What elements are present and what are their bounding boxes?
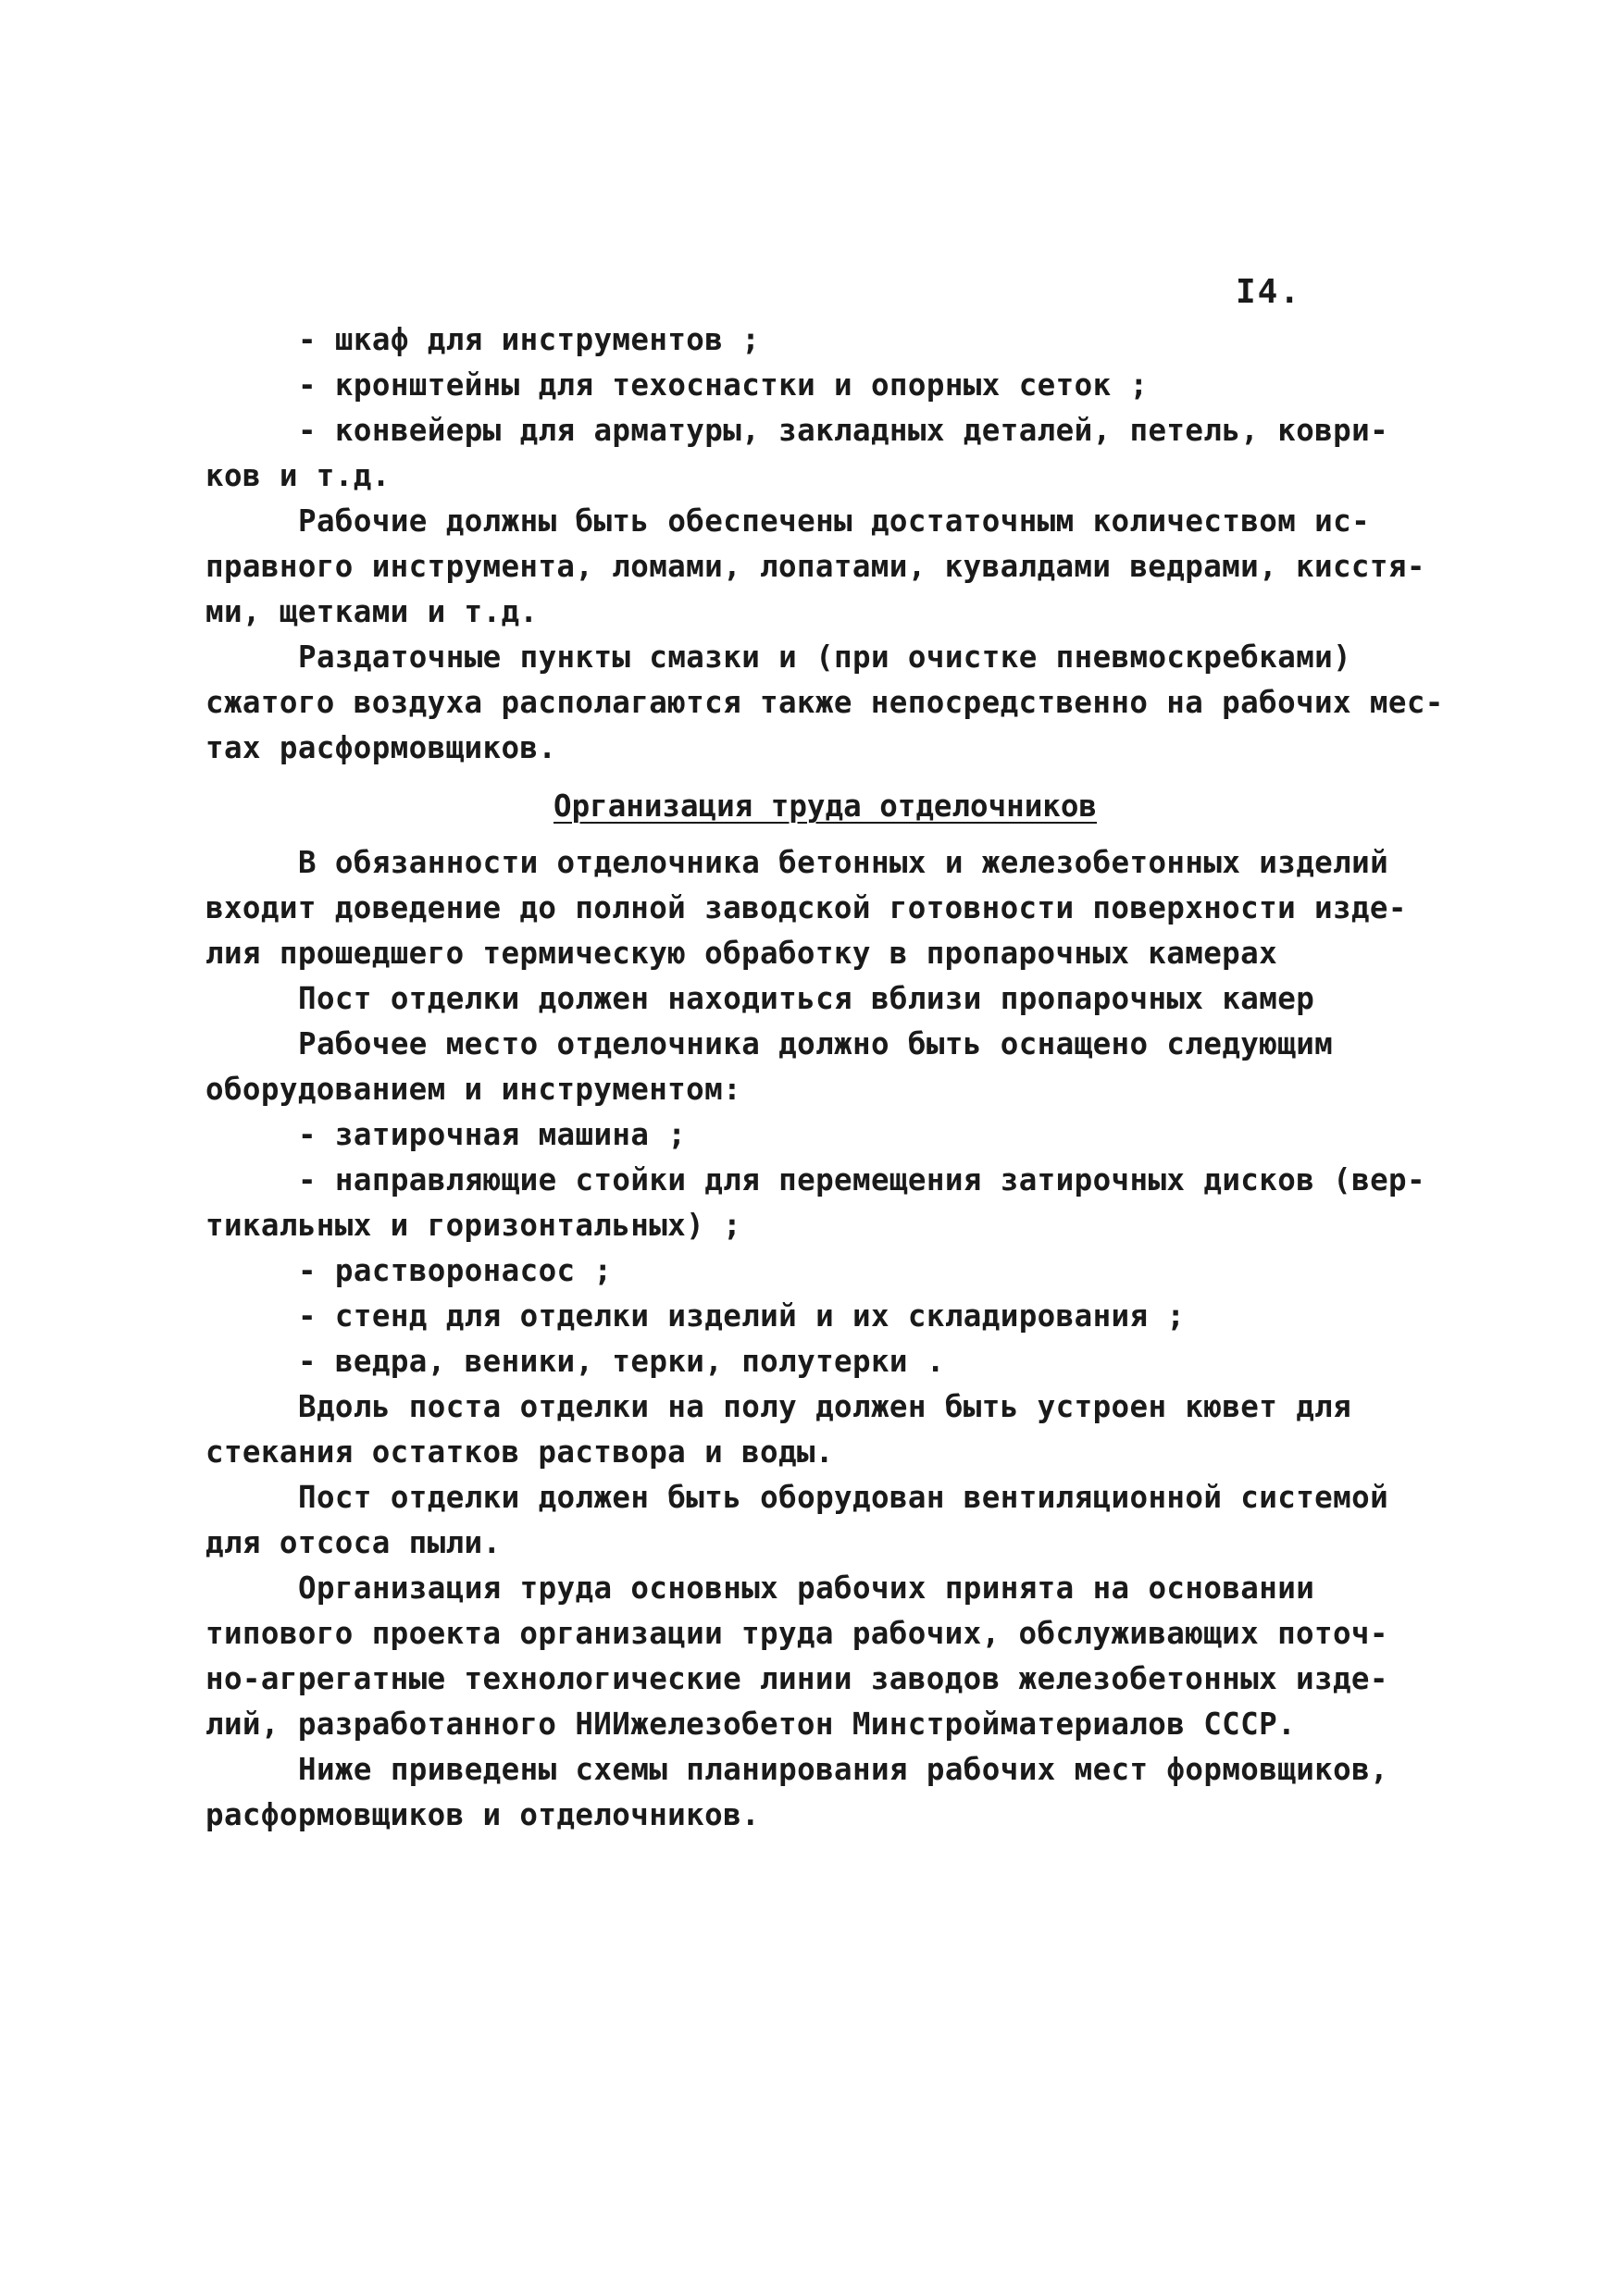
text-line: лия прошедшего термическую обработку в пропарочных камерах [205, 936, 1278, 971]
text-line: Раздаточные пункты смазки и (при очистке пневмоскребками) [298, 639, 1352, 675]
text-line: Пост отделки должен быть оборудован вентиляционной системой [298, 1480, 1389, 1515]
text-line: тикальных и горизонтальных) ; [205, 1208, 742, 1243]
text-line: - стенд для отделки изделий и их складирования ; [298, 1298, 1186, 1334]
text-line: Организация труда основных рабочих принята на основании [298, 1570, 1315, 1606]
text-line: - конвейеры для арматуры, закладных деталей, петель, коври- [298, 413, 1389, 448]
text-line: расформовщиков и отделочников. [205, 1797, 760, 1832]
text-line: - ведра, веники, терки, полутерки . [298, 1344, 945, 1379]
text-line: - растворонасос ; [298, 1253, 613, 1288]
text-line: Рабочие должны быть обеспечены достаточным количеством ис- [298, 503, 1371, 539]
text-line: Вдоль поста отделки на полу должен быть устроен кювет для [298, 1389, 1352, 1424]
text-line: правного инструмента, ломами, лопатами, кувалдами ведрами, кисстя- [205, 549, 1425, 584]
text-line: Рабочее место отделочника должно быть оснащено следующим [298, 1026, 1334, 1061]
section-heading: Организация труда отделочников [554, 788, 1097, 824]
text-line: - направляющие стойки для перемещения затирочных дисков (вер- [298, 1162, 1425, 1198]
text-line: Пост отделки должен находиться вблизи пропарочных камер [298, 981, 1315, 1016]
text-line: для отсоса пыли. [205, 1525, 502, 1560]
text-line: - кронштейны для техоснастки и опорных сеток ; [298, 367, 1149, 403]
text-line: Ниже приведены схемы планирования рабочих мест формовщиков, [298, 1752, 1389, 1787]
text-line: ков и т.д. [205, 458, 391, 493]
text-line: В обязанности отделочника бетонных и железобетонных изделий [298, 845, 1389, 880]
text-line: но-агрегатные технологические линии заводов железобетонных изде- [205, 1661, 1388, 1696]
text-line: тах расформовщиков. [205, 730, 557, 765]
text-line: типового проекта организации труда рабочих, обслуживающих поточ- [205, 1616, 1388, 1651]
text-line: сжатого воздуха располагаются также непосредственно на рабочих мес- [205, 685, 1444, 720]
text-line: стекания остатков раствора и воды. [205, 1434, 834, 1470]
text-line: - шкаф для инструментов ; [298, 322, 761, 357]
page-number: I4. [1236, 273, 1302, 311]
text-line: - затирочная машина ; [298, 1117, 687, 1152]
text-line: ми, щетками и т.д. [205, 594, 539, 629]
text-line: лий, разработанного НИИжелезобетон Минстройматериалов СССР. [205, 1706, 1297, 1742]
text-line: оборудованием и инструментом: [205, 1072, 742, 1107]
text-line: входит доведение до полной заводской готовности поверхности изде- [205, 890, 1407, 925]
